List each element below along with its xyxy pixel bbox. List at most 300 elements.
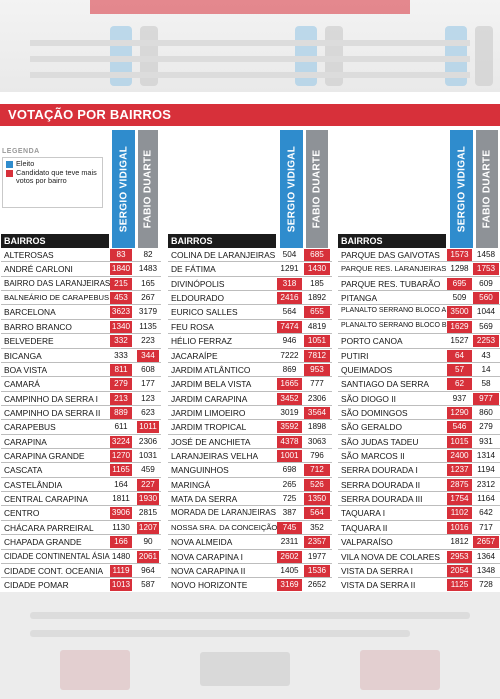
duarte-votes: 459 xyxy=(141,465,155,475)
duarte-votes: 58 xyxy=(481,379,491,389)
district-name: JARDIM BELA VISTA xyxy=(171,379,252,390)
vidigal-votes: 7222 xyxy=(280,350,299,360)
district-name: CENTRO xyxy=(4,508,40,519)
table-row xyxy=(1,277,161,291)
district-name: SERRA DOURADA II xyxy=(341,479,421,490)
duarte-votes: 3564 xyxy=(304,407,330,419)
district-name: JARDIM ATLÂNTICO xyxy=(171,364,251,375)
vidigal-votes: 946 xyxy=(282,336,297,346)
district-name: BICANGA xyxy=(4,350,42,361)
vidigal-votes: 1016 xyxy=(447,522,472,534)
vidigal-votes: 1480 xyxy=(111,551,131,561)
legend-label-most-votes: Candidato que teve mais votos por bairro xyxy=(16,168,97,185)
vidigal-votes: 2311 xyxy=(280,537,299,547)
vidigal-votes: 2602 xyxy=(277,551,302,563)
district-name: JOSÉ DE ANCHIETA xyxy=(171,436,251,447)
table-row xyxy=(338,277,500,291)
vidigal-votes: 3452 xyxy=(277,393,302,405)
header-sergio-vidigal-col3 xyxy=(450,130,473,248)
district-name: JACARAÍPE xyxy=(171,350,218,361)
legend-label-elected: Eleito xyxy=(16,159,35,168)
vidigal-votes: 1629 xyxy=(447,321,472,333)
table-row xyxy=(338,578,500,592)
duarte-votes: 1977 xyxy=(307,551,327,561)
vidigal-votes: 725 xyxy=(282,494,297,504)
table-row xyxy=(1,248,161,262)
red-swatch-icon xyxy=(6,170,13,177)
vidigal-votes: 695 xyxy=(447,278,472,290)
district-name: COLINA DE LARANJEIRAS xyxy=(171,250,276,260)
district-name: PLANALTO SERRANO BLOCO B xyxy=(341,321,447,329)
duarte-votes: 2306 xyxy=(307,393,327,403)
district-name: SERRA DOURADA III xyxy=(341,494,423,505)
table-row xyxy=(338,463,500,477)
table-row xyxy=(338,550,500,564)
table-row xyxy=(1,406,161,420)
district-name: DIVINÓPOLIS xyxy=(171,278,225,289)
bairros-header-label: BAIRROS xyxy=(171,236,213,246)
district-name: LARANJEIRAS VELHA xyxy=(171,451,259,462)
vidigal-votes: 546 xyxy=(447,421,472,433)
duarte-votes: 608 xyxy=(141,364,155,374)
duarte-votes: 2253 xyxy=(473,335,499,347)
district-name: PUTIRI xyxy=(341,350,369,361)
duarte-votes: 7812 xyxy=(304,350,330,362)
duarte-votes: 1458 xyxy=(476,250,496,259)
legend-item-elected xyxy=(6,160,99,168)
vidigal-votes: 3592 xyxy=(277,421,302,433)
duarte-votes: 1892 xyxy=(307,293,327,303)
table-row xyxy=(168,291,332,305)
table-row xyxy=(1,420,161,434)
title-bar xyxy=(0,104,500,126)
table-row xyxy=(338,420,500,434)
vidigal-votes: 1290 xyxy=(447,407,472,419)
vidigal-votes: 1405 xyxy=(280,565,299,575)
vidigal-votes: 1754 xyxy=(447,493,472,505)
duarte-votes: 1483 xyxy=(138,264,158,274)
table-row xyxy=(168,305,332,319)
duarte-votes: 1207 xyxy=(138,522,158,532)
page-title: VOTAÇÃO POR BAIRROS xyxy=(8,107,172,122)
duarte-votes: 1898 xyxy=(307,422,327,432)
vidigal-votes: 318 xyxy=(277,278,302,290)
duarte-votes: 223 xyxy=(141,336,155,346)
district-name: CHÁCARA PARREIRAL xyxy=(4,522,94,533)
vidigal-votes: 3224 xyxy=(111,436,131,446)
duarte-votes: 2815 xyxy=(138,508,158,518)
vidigal-votes: 265 xyxy=(282,479,297,489)
duarte-votes: 2312 xyxy=(476,479,496,489)
table-row xyxy=(1,506,161,520)
blue-swatch-icon xyxy=(6,161,13,168)
table-row xyxy=(1,435,161,449)
vidigal-votes: 1125 xyxy=(447,579,472,591)
district-name: NOVA CARAPINA I xyxy=(171,551,243,562)
table-row xyxy=(338,564,500,578)
duarte-votes: 1135 xyxy=(139,321,157,331)
table-row xyxy=(1,521,161,535)
table-row xyxy=(338,305,500,319)
vidigal-votes: 2054 xyxy=(447,565,472,577)
table-row xyxy=(338,248,500,262)
district-name: PARQUE RES. TUBARÃO xyxy=(341,278,441,289)
duarte-votes: 860 xyxy=(479,407,493,417)
district-name: SÃO MARCOS II xyxy=(341,451,405,462)
vidigal-votes: 2416 xyxy=(277,292,302,304)
duarte-votes: 712 xyxy=(304,464,330,476)
table-row xyxy=(1,463,161,477)
duarte-votes: 227 xyxy=(137,479,159,491)
duarte-votes: 14 xyxy=(481,364,491,374)
duarte-votes: 352 xyxy=(310,522,324,532)
duarte-votes: 569 xyxy=(479,321,493,331)
district-name: BALNEÁRIO DE CARAPEBUS xyxy=(4,293,110,303)
vidigal-votes: 811 xyxy=(110,364,132,376)
vidigal-votes: 1340 xyxy=(111,321,131,331)
vidigal-votes: 889 xyxy=(110,407,132,419)
table-row xyxy=(168,406,332,420)
duarte-votes: 165 xyxy=(141,278,155,288)
district-name: CENTRAL CARAPINA xyxy=(4,494,88,505)
district-name: ELDOURADO xyxy=(171,293,225,304)
table-row xyxy=(168,248,332,262)
table-row xyxy=(1,449,161,463)
district-name: JARDIM CARAPINA xyxy=(171,393,248,404)
duarte-votes: 1350 xyxy=(304,493,330,505)
duarte-votes: 685 xyxy=(304,249,330,261)
candidate-name-duarte: FABIO DUARTE xyxy=(142,149,154,229)
duarte-votes: 953 xyxy=(304,364,330,376)
vidigal-votes: 64 xyxy=(447,350,472,362)
vidigal-votes: 745 xyxy=(277,522,302,534)
district-name: BAIRRO DAS LARANJEIRAS xyxy=(4,278,111,288)
table-row xyxy=(1,492,161,506)
vidigal-votes: 7474 xyxy=(277,321,302,333)
duarte-votes: 90 xyxy=(143,537,153,547)
duarte-votes: 3179 xyxy=(138,307,158,317)
district-name: BARRO BRANCO xyxy=(4,321,72,332)
duarte-votes: 587 xyxy=(141,580,155,590)
header-fabio-duarte-col1 xyxy=(138,130,158,248)
district-name: SÃO DOMINGOS xyxy=(341,407,408,418)
district-name: FEU ROSA xyxy=(171,321,214,332)
vidigal-votes: 1102 xyxy=(447,507,472,519)
table-row xyxy=(168,363,332,377)
district-name: CAMPINHO DA SERRA I xyxy=(4,393,99,404)
vidigal-votes: 3169 xyxy=(277,579,302,591)
table-row xyxy=(168,463,332,477)
table-row xyxy=(338,478,500,492)
vidigal-votes: 1013 xyxy=(111,580,131,590)
table-row xyxy=(338,449,500,463)
header-fabio-duarte-col2 xyxy=(306,130,328,248)
vidigal-votes: 1001 xyxy=(277,450,302,462)
table-row xyxy=(168,535,332,549)
district-name: PITANGA xyxy=(341,293,378,304)
vidigal-votes: 1119 xyxy=(110,565,132,577)
duarte-votes: 4819 xyxy=(307,321,327,331)
vidigal-votes: 215 xyxy=(110,278,132,290)
table-row xyxy=(338,406,500,420)
district-name: CARAPINA xyxy=(4,436,47,447)
district-name: VISTA DA SERRA I xyxy=(341,565,413,576)
vidigal-votes: 1573 xyxy=(447,249,472,261)
table-row xyxy=(338,392,500,406)
bairros-header xyxy=(168,234,276,248)
table-row xyxy=(168,392,332,406)
table-row xyxy=(168,564,332,578)
duarte-votes: 1930 xyxy=(138,494,158,504)
table-row xyxy=(168,334,332,348)
district-name: DE FÁTIMA xyxy=(171,264,216,275)
duarte-votes: 560 xyxy=(473,292,499,304)
district-name: BOA VISTA xyxy=(4,364,48,375)
district-name: SANTIAGO DA SERRA xyxy=(341,379,429,390)
duarte-votes: 796 xyxy=(310,451,324,461)
table-row xyxy=(1,305,161,319)
vidigal-votes: 1527 xyxy=(450,336,469,346)
vidigal-votes: 83 xyxy=(110,249,132,261)
duarte-votes: 344 xyxy=(137,350,159,362)
vidigal-votes: 387 xyxy=(282,508,297,518)
table-row xyxy=(168,550,332,564)
district-name: JARDIM TROPICAL xyxy=(171,422,247,433)
duarte-votes: 2657 xyxy=(473,536,499,548)
header-sergio-vidigal-col1 xyxy=(112,130,135,248)
vidigal-votes: 3500 xyxy=(447,306,472,318)
duarte-votes: 642 xyxy=(479,508,493,518)
vidigal-votes: 1298 xyxy=(450,264,469,274)
vidigal-votes: 1270 xyxy=(111,451,131,461)
blurred-article-top xyxy=(0,0,500,92)
duarte-votes: 1031 xyxy=(138,451,158,461)
duarte-votes: 1011 xyxy=(137,421,159,433)
district-name: NOVA ALMEIDA xyxy=(171,537,233,548)
vidigal-votes: 1840 xyxy=(111,264,131,274)
table-row xyxy=(168,478,332,492)
header-fabio-duarte-col3 xyxy=(476,130,498,248)
vidigal-votes: 2875 xyxy=(447,479,472,491)
bairros-header xyxy=(338,234,446,248)
vidigal-votes: 279 xyxy=(110,378,132,390)
district-name: VILA NOVA DE COLARES xyxy=(341,551,440,562)
vidigal-votes: 57 xyxy=(447,364,472,376)
bairros-header xyxy=(1,234,109,248)
duarte-votes: 564 xyxy=(304,507,330,519)
table-row xyxy=(338,291,500,305)
vidigal-votes: 213 xyxy=(110,393,132,405)
table-row xyxy=(338,521,500,535)
vidigal-votes: 333 xyxy=(114,350,128,360)
district-name: CIDADE POMAR xyxy=(4,580,69,591)
district-name: NOVA CARAPINA II xyxy=(171,565,246,576)
table-row xyxy=(168,420,332,434)
duarte-votes: 623 xyxy=(141,407,155,417)
duarte-votes: 1348 xyxy=(476,565,496,575)
duarte-votes: 2652 xyxy=(307,580,327,590)
district-name: CASCATA xyxy=(4,465,43,476)
table-row xyxy=(1,392,161,406)
table-row xyxy=(1,377,161,391)
district-name: BARCELONA xyxy=(4,307,56,318)
vidigal-votes: 509 xyxy=(452,293,467,303)
vidigal-votes: 1165 xyxy=(110,464,132,476)
duarte-votes: 267 xyxy=(141,293,155,303)
vidigal-votes: 2400 xyxy=(447,450,472,462)
bairros-header-label: BAIRROS xyxy=(4,236,46,246)
duarte-votes: 2306 xyxy=(138,436,158,446)
duarte-votes: 1753 xyxy=(473,263,499,275)
vidigal-votes: 1665 xyxy=(277,378,302,390)
vidigal-votes: 62 xyxy=(447,378,472,390)
duarte-votes: 177 xyxy=(141,379,155,389)
duarte-votes: 977 xyxy=(473,393,499,405)
table-row xyxy=(168,449,332,463)
district-name: CAMPINHO DA SERRA II xyxy=(4,407,101,418)
duarte-votes: 43 xyxy=(481,350,491,360)
table-row xyxy=(338,320,500,334)
table-row xyxy=(168,377,332,391)
district-name: TAQUARA II xyxy=(341,522,388,533)
district-column-3 xyxy=(338,234,500,607)
vidigal-votes: 869 xyxy=(282,364,297,374)
vidigal-votes: 164 xyxy=(114,479,128,489)
district-name: CARAPEBUS xyxy=(4,422,56,433)
district-name: CIDADE CONT. OCEANIA xyxy=(4,565,104,576)
vidigal-votes: 332 xyxy=(110,335,132,347)
table-row xyxy=(338,535,500,549)
duarte-votes: 717 xyxy=(479,522,493,532)
duarte-votes: 777 xyxy=(310,379,324,389)
legend-item-most-votes xyxy=(6,169,99,185)
district-name: CHAPADA GRANDE xyxy=(4,537,82,548)
duarte-votes: 1536 xyxy=(304,565,330,577)
table-row xyxy=(1,363,161,377)
vidigal-votes: 1811 xyxy=(112,494,130,504)
vidigal-votes: 937 xyxy=(452,393,467,403)
duarte-votes: 964 xyxy=(141,565,155,575)
duarte-votes: 1364 xyxy=(476,551,496,561)
duarte-votes: 1051 xyxy=(304,335,330,347)
district-name: NOSSA SRA. DA CONCEIÇÃO xyxy=(171,522,278,532)
table-row xyxy=(168,277,332,291)
vidigal-votes: 453 xyxy=(110,292,132,304)
district-name: TAQUARA I xyxy=(341,508,386,519)
duarte-votes: 82 xyxy=(143,250,153,259)
duarte-votes: 728 xyxy=(479,580,493,590)
legend-box xyxy=(2,157,103,208)
vidigal-votes: 2953 xyxy=(447,551,472,563)
district-name: PARQUE RES. LARANJEIRAS xyxy=(341,264,447,274)
legend-heading: LEGENDA xyxy=(2,148,40,155)
duarte-votes: 1430 xyxy=(304,263,330,275)
district-name: CIDADE CONTINENTAL ÁSIA xyxy=(4,551,110,561)
vidigal-votes: 611 xyxy=(114,422,128,432)
table-row xyxy=(168,349,332,363)
duarte-votes: 655 xyxy=(304,306,330,318)
district-name: ALTEROSAS xyxy=(4,250,54,260)
vidigal-votes: 698 xyxy=(282,465,297,475)
duarte-votes: 1044 xyxy=(476,307,496,317)
vidigal-votes: 3623 xyxy=(111,307,131,317)
table-row xyxy=(168,435,332,449)
vidigal-votes: 4378 xyxy=(277,436,302,448)
vidigal-votes: 504 xyxy=(282,250,297,259)
table-row xyxy=(338,506,500,520)
duarte-votes: 185 xyxy=(310,278,324,288)
district-name: MATA DA SERRA xyxy=(171,494,238,505)
table-row xyxy=(168,506,332,520)
district-name: PORTO CANOA xyxy=(341,336,403,347)
district-name: MANGUINHOS xyxy=(171,465,229,476)
table-row xyxy=(1,291,161,305)
candidate-name-duarte: FABIO DUARTE xyxy=(481,149,493,229)
district-name: VISTA DA SERRA II xyxy=(341,580,416,591)
bairros-header-label: BAIRROS xyxy=(341,236,383,246)
vidigal-votes: 166 xyxy=(110,536,132,548)
vidigal-votes: 1130 xyxy=(112,522,130,532)
legend xyxy=(2,148,103,208)
duarte-votes: 2061 xyxy=(138,551,158,561)
district-name: ANDRÉ CARLONI xyxy=(4,264,73,275)
district-name: MARINGÁ xyxy=(171,479,211,490)
vidigal-votes: 564 xyxy=(282,307,297,317)
vidigal-votes: 3906 xyxy=(111,508,131,518)
duarte-votes: 123 xyxy=(141,393,155,403)
candidate-name-vidigal: SERGIO VIDIGAL xyxy=(456,145,467,233)
table-row xyxy=(338,334,500,348)
duarte-votes: 609 xyxy=(479,278,493,288)
table-row xyxy=(1,478,161,492)
table-row xyxy=(338,435,500,449)
district-name: VALPARAÍSO xyxy=(341,537,393,548)
vidigal-votes: 1015 xyxy=(447,436,472,448)
table-row xyxy=(338,377,500,391)
district-name: PARQUE DAS GAIVOTAS xyxy=(341,250,440,260)
table-row xyxy=(1,320,161,334)
district-name: CARAPINA GRANDE xyxy=(4,451,85,462)
candidate-name-vidigal: SERGIO VIDIGAL xyxy=(118,145,129,233)
district-name: SÃO GERALDO xyxy=(341,422,402,433)
vidigal-votes: 3019 xyxy=(280,407,299,417)
table-row xyxy=(338,492,500,506)
duarte-votes: 3063 xyxy=(307,436,327,446)
candidate-name-vidigal: SERGIO VIDIGAL xyxy=(286,145,297,233)
district-name: SÃO JUDAS TADEU xyxy=(341,436,419,447)
district-name: QUEIMADOS xyxy=(341,364,393,375)
vidigal-votes: 1812 xyxy=(450,537,469,547)
district-name: PLANALTO SERRANO BLOCO A xyxy=(341,307,447,315)
duarte-votes: 1194 xyxy=(477,465,495,475)
table-row xyxy=(168,578,332,592)
district-name: MORADA DE LARANJEIRAS xyxy=(171,508,276,518)
table-row xyxy=(168,492,332,506)
vidigal-votes: 1237 xyxy=(447,464,472,476)
district-name: BELVEDERE xyxy=(4,336,54,347)
district-column-1 xyxy=(1,234,161,593)
table-row xyxy=(1,564,161,578)
table-row xyxy=(338,363,500,377)
duarte-votes: 526 xyxy=(304,479,330,491)
blurred-article-bottom xyxy=(0,592,500,699)
table-row xyxy=(1,262,161,276)
district-name: EURICO SALLES xyxy=(171,307,238,318)
district-name: HÉLIO FERRAZ xyxy=(171,336,232,347)
duarte-votes: 1314 xyxy=(476,451,496,461)
table-row xyxy=(1,550,161,564)
district-name: SÃO DIOGO II xyxy=(341,393,396,404)
